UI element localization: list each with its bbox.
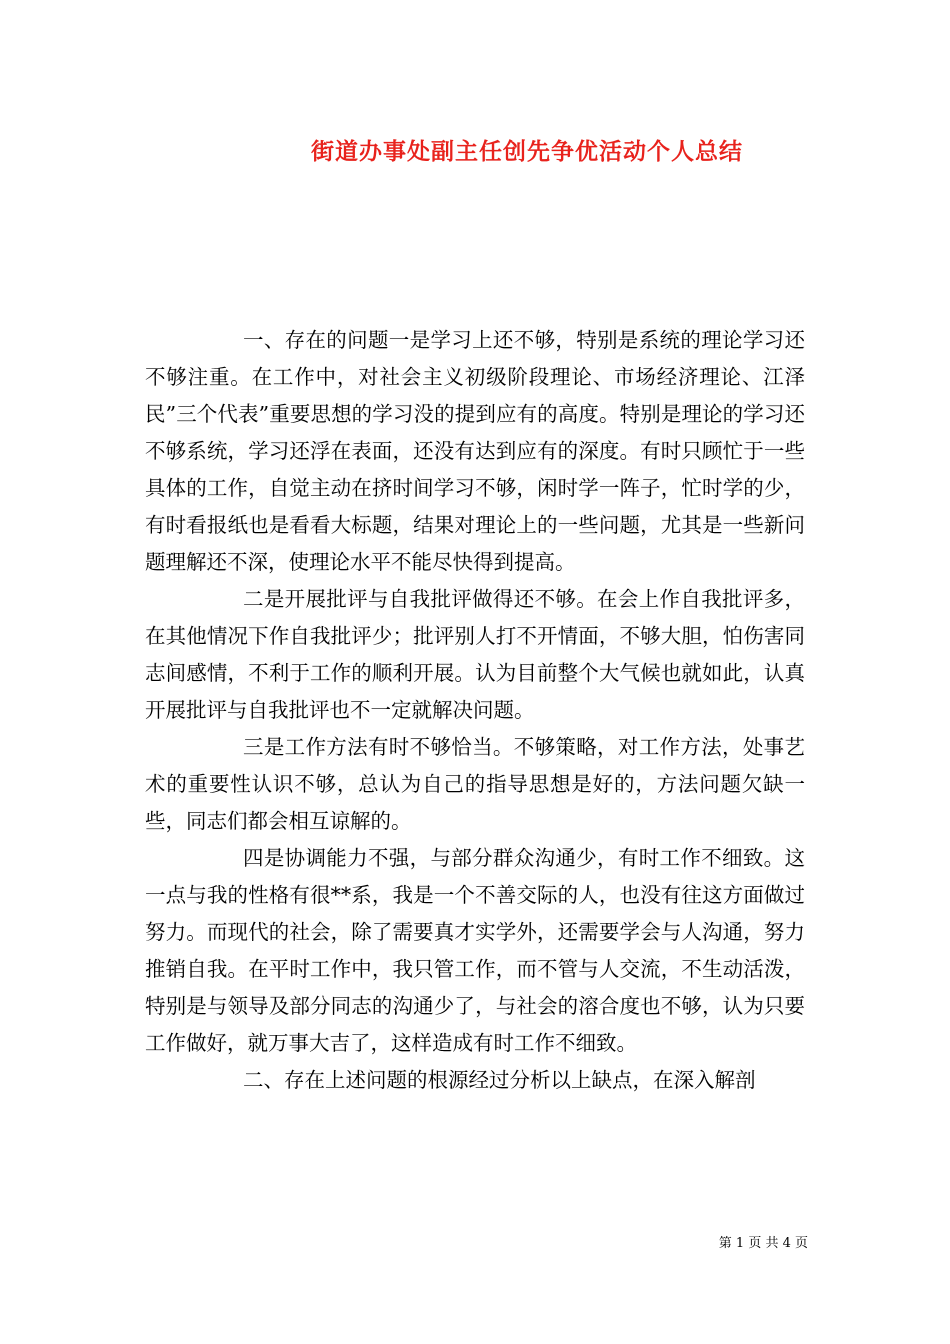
paragraph: 二是开展批评与自我批评做得还不够。在会上作自我批评多，在其他情况下作自我批评少；批评别人打不开情面，不够大胆，怕伤害同志间感情，不利于工作的顺利开展。认为目前整个大气候也就如此，认真开展批评与自我批评也不一定就解决问题。 (145, 587, 805, 722)
page-number: 第 1 页 共 4 页 (718, 1236, 808, 1251)
paragraph: 二、存在上述问题的根源经过分析以上缺点，在深入解剖 (243, 1068, 756, 1092)
paragraph: 四是协调能力不强，与部分群众沟通少，有时工作不细致。这一点与我的性格有很**系，我是一个不善交际的人，也没有往这方面做过努力。而现代的社会，除了需要真才实学外，还需要学会与人沟通，努力推销自我。在平时工作中，我只管工作，而不管与人交流，不生动活泼，特别是与领导及部分同志的沟通少了，与社会的溶合度也不够，认为只要工作做好，就万事大吉了，这样造成有时工作不细致。 (145, 846, 805, 1055)
paragraph: 一、存在的问题一是学习上还不够，特别是系统的理论学习还不够注重。在工作中，对社会主义初级阶段理论、市场经济理论、江泽民”三个代表”重要思想的学习没的提到应有的高度。特别是理论的学习还不够系统，学习还浮在表面，还没有达到应有的深度。有时只顾忙于一些具体的工作，自觉主动在挤时间学习不够，闲时学一阵子，忙时学的少，有时看报纸也是看看大标题，结果对理论上的一些问题，尤其是一些新问题理解还不深，使理论水平不能尽快得到提高。 (145, 328, 805, 574)
document-title: 街道办事处副主任创先争优活动个人总结 (311, 138, 743, 165)
document-body (145, 322, 805, 1099)
paragraph: 三是工作方法有时不够恰当。不够策略，对工作方法，处事艺术的重要性认识不够，总认为自己的指导思想是好的，方法问题欠缺一些，同志们都会相互谅解的。 (145, 735, 805, 833)
